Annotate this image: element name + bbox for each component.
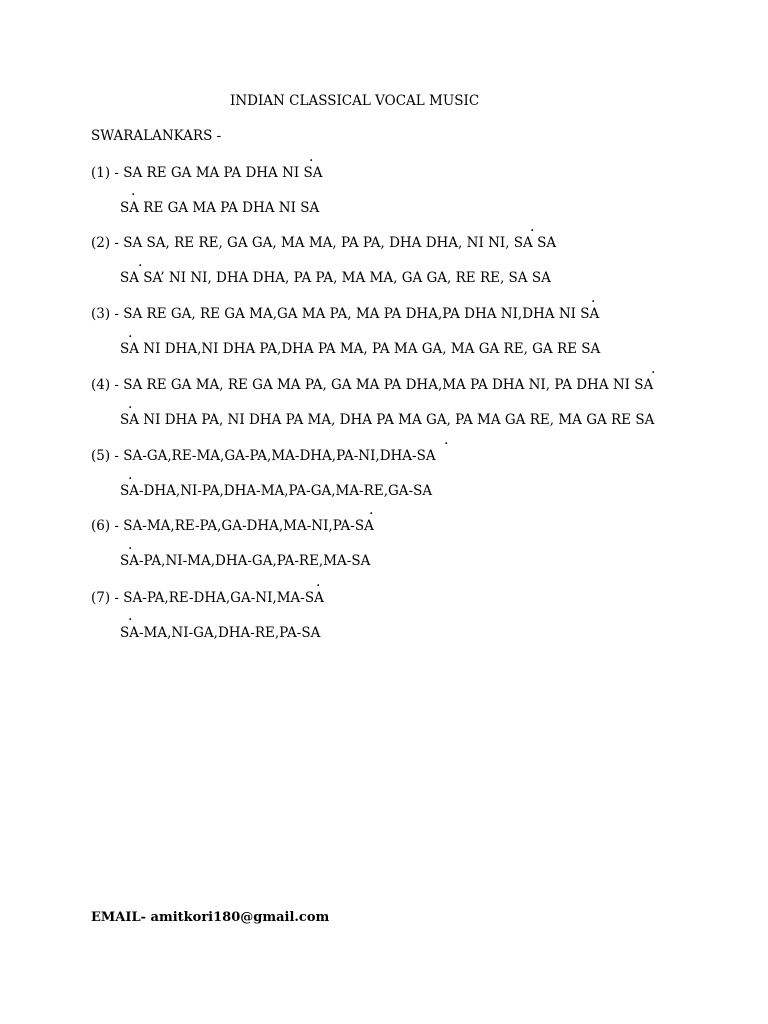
section-heading: SWARALANKARS - (91, 128, 222, 144)
exercise-7-ascending: (7) - SA-PA,RE-DHA,GA-NI,MA-SA (91, 590, 324, 606)
exercise-3-ascending: (3) - SA RE GA, RE GA MA,GA MA PA, MA PA DHA,PA DHA NI,DHA NI SA (91, 306, 600, 322)
upper-octave-dot: . (369, 502, 374, 518)
exercise-2-ascending: (2) - SA SA, RE RE, GA GA, MA MA, PA PA, DHA DHA, NI NI, SA SA (91, 235, 557, 251)
upper-octave-dot: . (591, 290, 596, 306)
upper-octave-dot: . (651, 361, 656, 377)
lower-octave-dot: . (128, 325, 133, 341)
upper-octave-dot: . (444, 432, 449, 448)
exercise-1-ascending: (1) - SA RE GA MA PA DHA NI SA (91, 165, 323, 181)
lower-octave-dot: . (128, 396, 133, 412)
exercise-5-ascending: (5) - SA-GA,RE-MA,GA-PA,MA-DHA,PA-NI,DHA-SA (91, 448, 436, 464)
exercise-6-ascending: (6) - SA-MA,RE-PA,GA-DHA,MA-NI,PA-SA (91, 518, 374, 534)
exercise-3-descending: SA NI DHA,NI DHA PA,DHA PA MA, PA MA GA, MA GA RE, GA RE SA (120, 341, 601, 357)
upper-octave-dot: . (316, 574, 321, 590)
upper-octave-dot: . (530, 219, 535, 235)
lower-octave-dot: . (138, 254, 143, 270)
exercise-4-descending: SA NI DHA PA, NI DHA PA MA, DHA PA MA GA, PA MA GA RE, MA GA RE SA (120, 412, 655, 428)
upper-octave-dot: . (309, 149, 314, 165)
exercise-4-ascending: (4) - SA RE GA MA, RE GA MA PA, GA MA PA DHA,MA PA DHA NI, PA DHA NI SA (91, 377, 654, 393)
exercise-2-descending: SA SA’ NI NI, DHA DHA, PA PA, MA MA, GA GA, RE RE, SA SA (120, 270, 551, 286)
page-title: INDIAN CLASSICAL VOCAL MUSIC (230, 93, 480, 109)
lower-octave-dot: . (128, 608, 133, 624)
email-footer: EMAIL- amitkori180@gmail.com (91, 910, 330, 925)
lower-octave-dot: . (128, 537, 133, 553)
exercise-5-descending: SA-DHA,NI-PA,DHA-MA,PA-GA,MA-RE,GA-SA (120, 483, 433, 499)
lower-octave-dot: . (128, 467, 133, 483)
exercise-1-descending: SA RE GA MA PA DHA NI SA (120, 200, 320, 216)
exercise-7-descending: SA-MA,NI-GA,DHA-RE,PA-SA (120, 625, 321, 641)
exercise-6-descending: SA-PA,NI-MA,DHA-GA,PA-RE,MA-SA (120, 553, 371, 569)
lower-octave-dot: . (131, 183, 136, 199)
